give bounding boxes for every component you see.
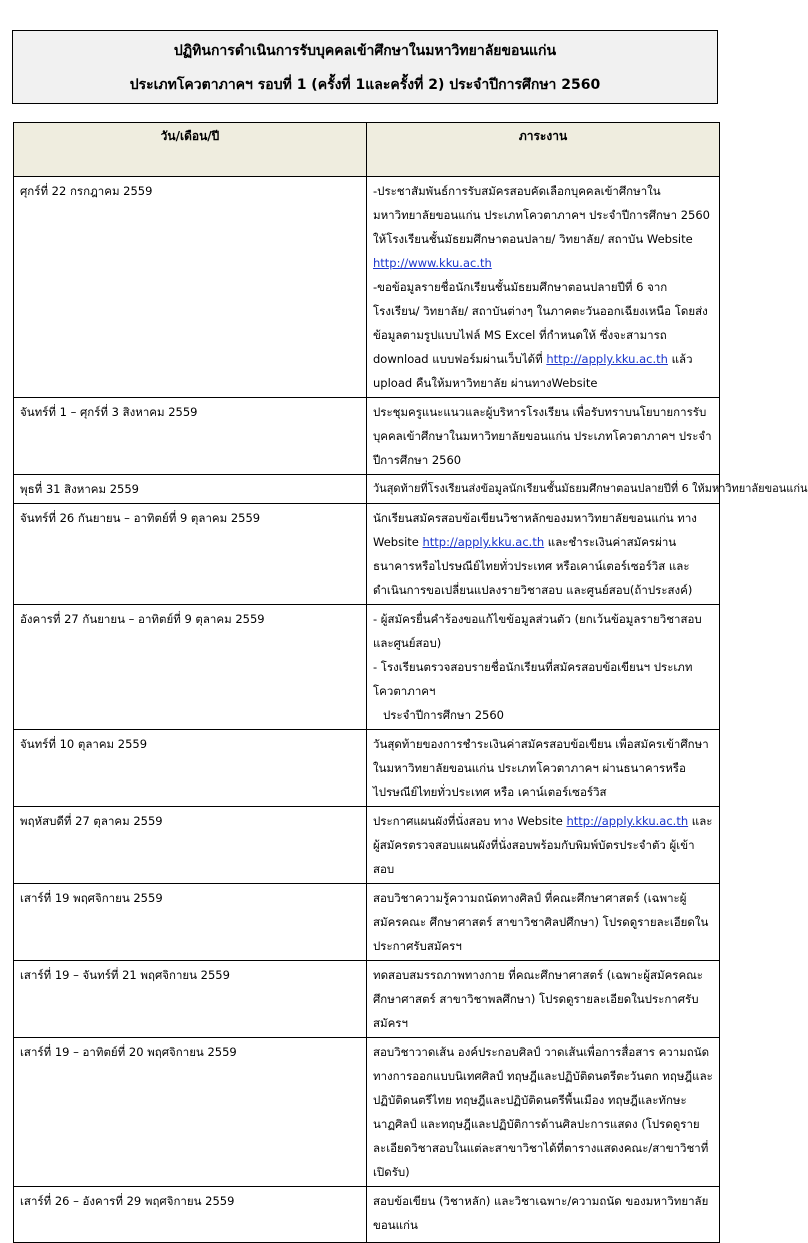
task-text: ประกาศแผนผังที่นั่งสอบ ทาง Website <box>373 814 567 828</box>
row-task: สอบวิชาความรู้ความถนัดทางศิลป์ ที่คณะศึกษาศาสตร์ (เฉพาะผู้สมัครคณะ ศึกษาศาสตร์ สาขาวิชาศิลปศึกษา) โปรดดูรายละเอียดในประกาศรับสมัครฯ <box>367 884 720 961</box>
row-date: ศุกร์ที่ 22 กรกฎาคม 2559 <box>14 177 367 398</box>
row-task <box>367 807 720 884</box>
page-title: ปฏิทินการดำเนินการรับบุคคลเข้าศึกษาในมหาวิทยาลัยขอนแก่น <box>173 43 557 59</box>
table-row <box>14 1038 720 1187</box>
header-date: วัน/เดือน/ปี <box>14 123 367 177</box>
row-date: เสาร์ที่ 26 – อังคารที่ 29 พฤศจิกายน 2559 <box>14 1187 367 1243</box>
apply-website-link[interactable]: http://apply.kku.ac.th <box>546 352 668 366</box>
task-line: - โรงเรียนตรวจสอบรายชื่อนักเรียนที่สมัครสอบข้อเขียนฯ ประเภทโควตาภาคฯ <box>373 660 693 698</box>
apply-website-link[interactable]: http://apply.kku.ac.th <box>422 535 545 549</box>
table-row <box>14 961 720 1038</box>
table-row <box>14 475 720 504</box>
table-row <box>14 807 720 884</box>
row-task: วันสุดท้ายของการชำระเงินค่าสมัครสอบข้อเขียน เพื่อสมัครเข้าศึกษาในมหาวิทยาลัยขอนแก่น ประเภทโควตาภาคฯ ผ่านธนาคารหรือไปรษณีย์ไทยทั่วประเทศ หรือ เคาน์เตอร์เซอร์วิส <box>367 730 720 807</box>
row-task <box>367 177 720 398</box>
page-subtitle: ประเภทโควตาภาคฯ รอบที่ 1 (ครั้งที่ 1และครั้งที่ 2) ประจำปีการศึกษา 2560 <box>129 77 601 93</box>
row-task: สอบข้อเขียน (วิชาหลัก) และวิชาเฉพาะ/ความถนัด ของมหาวิทยาลัยขอนแก่น <box>367 1187 720 1243</box>
row-task: วันสุดท้ายที่โรงเรียนส่งข้อมูลนักเรียนชั้นมัธยมศึกษาตอนปลายปีที่ 6 ให้มหาวิทยาลัยขอนแก่น <box>367 475 720 504</box>
task-text: และผู้สมัครตรวจสอบแผนผังที่นั่งสอบพร้อมกับพิมพ์บัตรประจำตัว ผู้เข้าสอบ <box>373 814 713 876</box>
task-text: -ขอข้อมูลรายชื่อนักเรียนชั้นมัธยมศึกษาตอนปลายปีที่ 6 จากโรงเรียน/ วิทยาลัย/ สถาบันต่างๆ ในภาคตะวันออกเฉียงเหนือ โดยส่งข้อมูลตามรูปแบบไฟล์ MS Excel ที่กำหนดให้ ซึ่งจะสามารถ download แบบฟอร์มผ่านเว็บได้ที่ <box>373 280 708 366</box>
task-line: - ผู้สมัครยื่นคำร้องขอแก้ไขข้อมูลส่วนตัว (ยกเว้นข้อมูลรายวิชาสอบและศูนย์สอบ) <box>373 612 702 650</box>
row-date: เสาร์ที่ 19 – อาทิตย์ที่ 20 พฤศจิกายน 2559 <box>14 1038 367 1187</box>
table-row <box>14 605 720 730</box>
row-task: ประชุมครูแนะแนวและผู้บริหารโรงเรียน เพื่อรับทราบนโยบายการรับบุคคลเข้าศึกษาในมหาวิทยาลัยขอนแก่น ประเภทโควตาภาคฯ ประจำปีการศึกษา 2560 <box>367 398 720 475</box>
task-text: นักเรียนสมัครสอบข้อเขียนวิชาหลักของมหาวิทยาลัยขอนแก่น ทาง Website <box>373 511 697 549</box>
row-task <box>367 504 720 605</box>
row-task: สอบวิชาวาดเส้น องค์ประกอบศิลป์ วาดเส้นเพื่อการสื่อสาร ความถนัดทางการออกแบบนิเทศศิลป์ ทฤษฎีและปฏิบัติดนตรีตะวันตก ทฤษฎีและปฏิบัติดนตรีไทย ทฤษฎีและปฏิบัติดนตรีพื้นเมือง ทฤษฎีและทักษะนาฏศิลป์ และทฤษฎีและปฏิบัติการด้านศิลปะการแสดง (โปรดดูรายละเอียดวิชาสอบในแต่ละสาขาวิชาได้ที่ตารางแสดงคณะ/สาขาวิชาที่เปิดรับ) <box>367 1038 720 1187</box>
task-line: ประจำปีการศึกษา 2560 <box>383 708 504 722</box>
table-row <box>14 1187 720 1243</box>
row-date: เสาร์ที่ 19 พฤศจิกายน 2559 <box>14 884 367 961</box>
row-date: จันทร์ที่ 26 กันยายน – อาทิตย์ที่ 9 ตุลาคม 2559 <box>14 504 367 605</box>
row-date: อังคารที่ 27 กันยายน – อาทิตย์ที่ 9 ตุลาคม 2559 <box>14 605 367 730</box>
row-date: พุธที่ 31 สิงหาคม 2559 <box>14 475 367 504</box>
row-date: จันทร์ที่ 1 – ศุกร์ที่ 3 สิงหาคม 2559 <box>14 398 367 475</box>
task-text: -ประชาสัมพันธ์การรับสมัครสอบคัดเลือกบุคคลเข้าศึกษาในมหาวิทยาลัยขอนแก่น ประเภทโควตาภาคฯ ประจำปีการศึกษา 2560 ให้โรงเรียนชั้นมัธยมศึกษาตอนปลาย/ วิทยาลัย/ สถาบัน Website <box>373 184 710 246</box>
table-row <box>14 884 720 961</box>
row-task <box>367 605 720 730</box>
table-row <box>14 504 720 605</box>
task-text: และชำระเงินค่าสมัครผ่านธนาคารหรือไปรษณีย์ไทยทั่วประเทศ หรือเคาน์เตอร์เซอร์วิส และดำเนินการขอเปลี่ยนแปลงรายวิชาสอบ และศูนย์สอบ(ถ้าประสงค์) <box>373 535 693 597</box>
table-row <box>14 730 720 807</box>
kku-website-link[interactable]: http://www.kku.ac.th <box>373 256 492 270</box>
row-task: ทดสอบสมรรถภาพทางกาย ที่คณะศึกษาศาสตร์ (เฉพาะผู้สมัครคณะศึกษาศาสตร์ สาขาวิชาพลศึกษา) โปรดดูรายละเอียดในประกาศรับสมัครฯ <box>367 961 720 1038</box>
title-box <box>12 30 718 104</box>
table-row <box>14 177 720 398</box>
header-task: ภาระงาน <box>367 123 720 177</box>
apply-website-link[interactable]: http://apply.kku.ac.th <box>566 814 689 828</box>
task-text: แล้ว upload คืนให้มหาวิทยาลัย ผ่านทางWebsite <box>373 352 693 390</box>
row-date: เสาร์ที่ 19 – จันทร์ที่ 21 พฤศจิกายน 2559 <box>14 961 367 1038</box>
row-date: จันทร์ที่ 10 ตุลาคม 2559 <box>14 730 367 807</box>
table-header-row <box>14 123 720 177</box>
schedule-table <box>13 122 808 1243</box>
table-row <box>14 398 720 475</box>
row-date: พฤหัสบดีที่ 27 ตุลาคม 2559 <box>14 807 367 884</box>
